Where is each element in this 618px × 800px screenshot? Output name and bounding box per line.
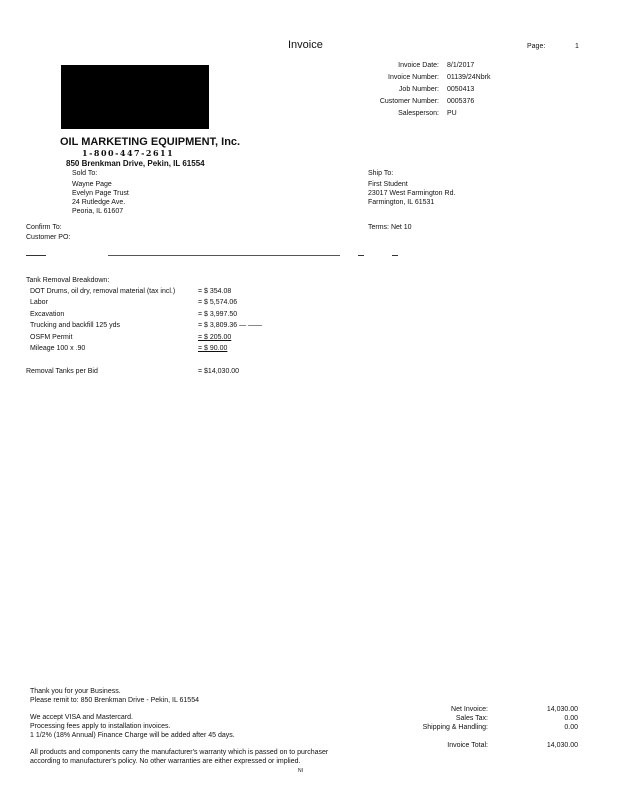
shipping-label: Shipping & Handling: <box>422 724 488 731</box>
divider-rule <box>392 255 398 256</box>
ship-to-line: 23017 West Farmington Rd. <box>368 190 456 197</box>
job-number-value: 0050413 <box>447 86 475 93</box>
breakdown-item-value: = $ 3,809.36 — —— <box>198 322 263 329</box>
sold-to-line: Evelyn Page Trust <box>72 190 129 197</box>
shipping-value: 0.00 <box>564 724 578 731</box>
divider-rule <box>26 255 46 256</box>
breakdown-item-label: Mileage 100 x .90 <box>30 345 86 352</box>
invoice-total-label: Invoice Total: <box>447 742 488 749</box>
sold-to-line: Peoria, IL 61607 <box>72 208 124 215</box>
divider-rule <box>108 255 340 256</box>
job-number-label: Job Number: <box>398 86 439 93</box>
net-invoice-value: 14,030.00 <box>546 706 578 713</box>
invoice-title: Invoice <box>288 39 323 51</box>
company-name: OIL MARKETING EQUIPMENT, Inc. <box>60 136 241 148</box>
breakdown-summary-label: Removal Tanks per Bid <box>26 368 98 375</box>
terms: Terms: Net 10 <box>368 224 412 231</box>
footer-remit: Please remit to: 850 Brenkman Drive - Pekin, IL 61554 <box>30 697 199 704</box>
breakdown-item-label: Trucking and backfill 125 yds <box>30 322 121 329</box>
salesperson-value: PU <box>447 110 457 117</box>
sold-to-label: Sold To: <box>72 170 98 177</box>
invoice-date-value: 8/1/2017 <box>447 62 475 69</box>
company-phone: 1-800-447-2611 <box>82 148 175 158</box>
net-invoice-label: Net Invoice: <box>451 706 488 713</box>
breakdown-item-value: = $ 3,997.50 <box>198 311 238 318</box>
page-mark: NI <box>298 768 303 774</box>
salesperson-label: Salesperson: <box>398 110 439 117</box>
breakdown-item-value: = $ 90.00 <box>198 345 228 352</box>
breakdown-summary-value: = $14,030.00 <box>198 368 240 375</box>
page-label: Page: <box>527 43 546 50</box>
invoice-number-label: Invoice Number: <box>388 74 439 81</box>
confirm-to-label: Confirm To: <box>26 224 62 231</box>
breakdown-title: Tank Removal Breakdown: <box>26 277 110 284</box>
customer-po-label: Customer PO: <box>26 234 71 241</box>
sales-tax-label: Sales Tax: <box>455 715 488 722</box>
breakdown-item-label: Excavation <box>30 311 65 318</box>
invoice-number-value: 01139/24Nbrk <box>447 74 491 81</box>
sales-tax-value: 0.00 <box>564 715 578 722</box>
breakdown-item-value: = $ 354.08 <box>198 288 232 295</box>
footer-finance: 1 1/2% (18% Annual) Finance Charge will be added after 45 days. <box>30 732 235 739</box>
invoice-date-label: Invoice Date: <box>398 62 439 69</box>
footer-thanks: Thank you for your Business. <box>30 688 121 695</box>
customer-number-label: Customer Number: <box>379 98 439 105</box>
customer-number-value: 0005376 <box>447 98 475 105</box>
footer-cards: We accept VISA and Mastercard. <box>30 714 133 721</box>
ship-to-line: Farmington, IL 61531 <box>368 199 435 206</box>
breakdown-item-label: DOT Drums, oil dry, removal material (tax incl.) <box>30 288 176 295</box>
divider-rule <box>358 255 364 256</box>
ship-to-label: Ship To: <box>368 170 394 177</box>
company-address: 850 Brenkman Drive, Pekin, IL 61554 <box>66 159 205 168</box>
ship-to-line: First Student <box>368 181 408 188</box>
page-number: 1 <box>575 43 579 50</box>
breakdown-item-value: = $ 205.00 <box>198 334 232 341</box>
footer-warranty: All products and components carry the manufacturer's warranty which is passed on to purchaser <box>30 749 329 756</box>
breakdown-item-value: = $ 5,574.06 <box>198 299 238 306</box>
sold-to-line: Wayne Page <box>72 181 112 188</box>
footer-warranty: according to manufacturer's policy. No other warranties are either expressed or implied. <box>30 758 301 765</box>
breakdown-item-label: OSFM Permit <box>30 334 73 341</box>
redacted-logo <box>61 65 209 129</box>
footer-processing: Processing fees apply to installation invoices. <box>30 723 171 730</box>
breakdown-item-label: Labor <box>30 299 48 306</box>
invoice-total-value: 14,030.00 <box>546 742 578 749</box>
sold-to-line: 24 Rutledge Ave. <box>72 199 126 206</box>
